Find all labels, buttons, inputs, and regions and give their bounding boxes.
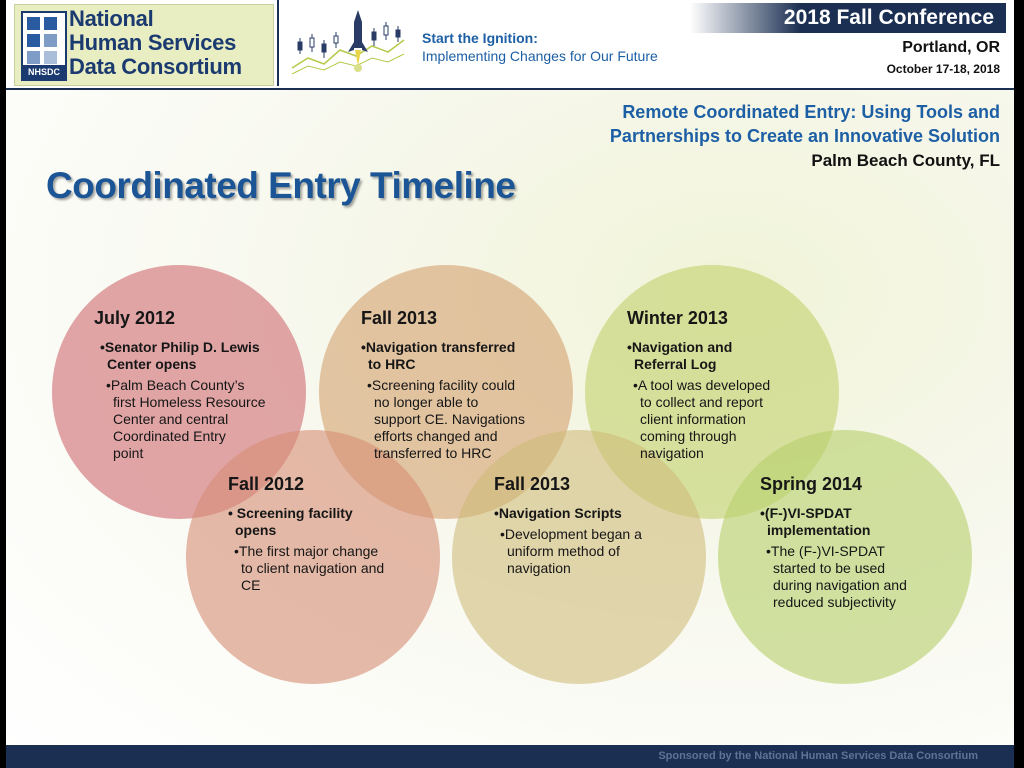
timeline-detail: client information: [640, 411, 746, 427]
timeline-detail: •Screening facility could: [367, 377, 516, 393]
session-location: Palm Beach County, FL: [811, 151, 1000, 170]
timeline-heading: •Navigation and: [627, 339, 733, 355]
timeline-heading: opens: [235, 522, 277, 538]
timeline-period: Winter 2013: [627, 308, 728, 328]
page-title: Coordinated Entry Timeline: [46, 165, 516, 206]
timeline-heading: to HRC: [368, 356, 416, 372]
session-title-line-2: Partnerships to Create an Innovative Solution: [609, 126, 1000, 146]
timeline-detail: first Homeless Resource: [113, 394, 266, 410]
timeline-entry-2: [361, 308, 525, 462]
timeline-detail: Coordinated Entry: [113, 428, 226, 444]
timeline-period: Fall 2013: [361, 308, 438, 328]
timeline-detail: CE: [241, 577, 261, 593]
timeline-detail: uniform method of: [507, 543, 620, 559]
session-title-line-1: Remote Coordinated Entry: Using Tools and: [622, 102, 1000, 122]
timeline-period: Fall 2012: [228, 474, 305, 494]
timeline-detail: to collect and report: [640, 394, 763, 410]
timeline-detail: coming through: [640, 428, 737, 444]
timeline-heading: •(F-)VI-SPDAT: [760, 505, 852, 521]
header-banner: [6, 0, 1014, 90]
logo-text: [69, 7, 242, 79]
footer-sponsor-text: Sponsored by the National Human Services Data Consortium: [658, 750, 978, 762]
timeline-heading: •Navigation Scripts: [494, 505, 622, 521]
conference-city: Portland, OR: [902, 39, 1000, 56]
conference-title: 2018 Fall Conference: [783, 6, 994, 29]
timeline-detail: reduced subjectivity: [773, 594, 896, 610]
timeline-detail: •Development began a: [500, 526, 642, 542]
timeline-detail: efforts changed and: [374, 428, 498, 444]
logo-mark-label: NHSDC: [23, 65, 65, 79]
logo-line-2: Human Services: [69, 30, 236, 55]
timeline-detail: during navigation and: [773, 577, 907, 593]
timeline-detail: no longer able to: [374, 394, 479, 410]
timeline-entry-4: [228, 474, 384, 594]
timeline-entry-5: [494, 474, 642, 577]
timeline-heading: • Screening facility: [228, 505, 353, 521]
timeline-detail: navigation: [640, 445, 704, 461]
timeline-detail: •The (F-)VI-SPDAT: [766, 543, 885, 559]
timeline-detail: transferred to HRC: [374, 445, 492, 461]
timeline-heading: •Senator Philip D. Lewis: [100, 339, 260, 355]
timeline-detail: •The first major change: [234, 543, 379, 559]
timeline-period: Spring 2014: [760, 474, 863, 494]
nhsdc-logo: [14, 4, 274, 86]
timeline-detail: •Palm Beach County’s: [106, 377, 245, 393]
conference-banner: [690, 3, 1006, 33]
timeline-entry-1: [94, 308, 266, 462]
timeline-detail: started to be used: [773, 560, 886, 576]
slide: [6, 0, 1014, 768]
logo-line-3: Data Consortium: [69, 54, 242, 79]
logo-line-1: National: [69, 6, 154, 31]
timeline-detail: point: [113, 445, 144, 461]
timeline-period: Fall 2013: [494, 474, 571, 494]
timeline-heading: Referral Log: [634, 356, 717, 372]
timeline-detail: •A tool was developed: [633, 377, 771, 393]
timeline-entry-6: [760, 474, 907, 611]
footer-bar: [6, 745, 1014, 768]
timeline-detail: support CE. Navigations: [374, 411, 525, 427]
tagline-line-2: Implementing Changes for Our Future: [422, 48, 658, 64]
timeline-detail: to client navigation and: [241, 560, 385, 576]
header-divider: [277, 0, 279, 86]
timeline-entry-3: [627, 308, 770, 462]
ignition-rocket-chart-icon: [288, 8, 408, 82]
timeline-detail: Center and central: [113, 411, 229, 427]
timeline-period: July 2012: [94, 308, 176, 328]
timeline-heading: Center opens: [107, 356, 197, 372]
timeline-heading: •Navigation transferred: [361, 339, 516, 355]
nhsdc-logo-mark-icon: [21, 11, 67, 81]
timeline-heading: implementation: [767, 522, 871, 538]
timeline-detail: navigation: [507, 560, 571, 576]
conference-dates: October 17-18, 2018: [886, 62, 1000, 76]
tagline-line-1: Start the Ignition:: [422, 30, 538, 46]
